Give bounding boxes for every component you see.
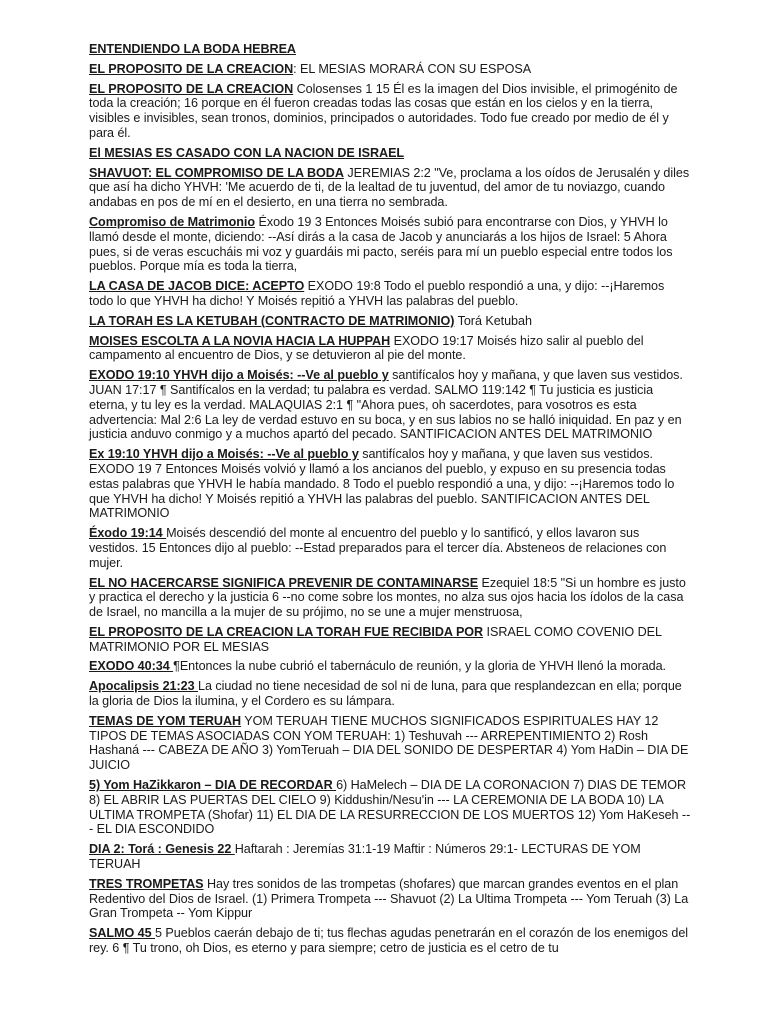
paragraph-heading: 5) Yom HaZikkaron – DIA DE RECORDAR [89,778,337,793]
paragraph-text: 5 Pueblos caerán debajo de ti; tus flechas agudas penetrarán en el corazón de los enemigos del rey. 6 ¶ Tu trono, oh Dios, es eterno y para siempre; cetro de justicia es el cetro de tu [89,926,689,956]
paragraph [89,714,691,773]
paragraph-heading: SALMO 45 [89,926,156,941]
paragraph-heading: LA CASA DE JACOB DICE: ACEPTO [89,279,305,294]
paragraph-text: Torá Ketubah [454,313,532,328]
paragraph-heading: Apocalipsis 21:23 [89,679,198,694]
paragraph [89,215,691,274]
paragraph-text: Colosenses 1 15 Él es la imagen del Dios invisible, el primogénito de toda la creación; 16 porque en él fueron creadas todas las cosas que están en los cielos y en la tierra, visibles e invisibles, sean tronos, dominios, principados o autoridades. Todo fue creado por medio de él y para él. [89,81,678,140]
paragraph [89,778,691,837]
paragraph-heading: EL PROPOSITO DE LA CREACION LA TORAH FUE RECIBIDA POR [89,624,484,639]
paragraph-heading: EL NO HACERCARSE SIGNIFICA PREVENIR DE CONTAMINARSE [89,575,479,590]
paragraph-text: Haftarah : Jeremías 31:1-19 Maftir : Números 29:1- LECTURAS DE YOM TERUAH [89,842,641,872]
paragraph-text: Hay tres sonidos de las trompetas (shofares) que marcan grandes eventos en el plan Redentivo del Dios de Israel. (1) Primera Trompeta --- Shavuot (2) La Ultima Trompeta --- Yom Teruah (3) La Gran Trompeta -- Yom Kippur [89,876,689,921]
paragraph-heading: EXODO 40:34 [89,659,174,674]
paragraph [89,334,691,364]
paragraph-text: Éxodo 19 3 Entonces Moisés subió para encontrarse con Dios, y YHVH lo llamó desde el monte, diciendo: --Así dirás a la casa de Jacob y anunciarás a los hijos de Israel: 5 Ahora pues, si de veras escucháis mi voz y guardáis mi pacto, seréis para mí un pueblo especial entre todos los pueblos. Porque mía es toda la tierra, [89,214,673,274]
paragraph-heading: DIA 2: Torá : Genesis 22 [89,842,235,857]
paragraph [89,368,691,442]
paragraph-heading: TRES TROMPETAS [89,876,204,891]
paragraph-text: JEREMIAS 2:2 "Ve, proclama a los oídos de Jerusalén y diles que así ha dicho YHVH: 'Me acuerdo de ti, de la lealtad de tu juventud, del amor de tu noviazgo, cuando andabas en pos de mí en el desierto, en una tierra no sembrada. [89,165,690,210]
paragraph [89,576,691,620]
paragraph-text: EXODO 19:8 Todo el pueblo respondió a una, y dijo: --¡Haremos todo lo que YHVH ha dicho! Y Moisés repitió a YHVH las palabras del pueblo. [89,279,665,308]
paragraph [89,82,691,141]
paragraph-text: La ciudad no tiene necesidad de sol ni de luna, para que resplandezcan en ella; porque la gloria de Dios la ilumina, y el Cordero es su lámpara. [89,679,682,709]
paragraph-heading: EXODO 19:10 YHVH dijo a Moisés: --Ve al pueblo y [89,368,389,383]
paragraph [89,166,691,210]
paragraph-heading: MOISES ESCOLTA A LA NOVIA HACIA LA HUPPAH [89,333,391,348]
paragraph-text: Moisés descendió del monte al encuentro del pueblo y lo santificó, y ellos lavaron sus vestidos. 15 Entonces dijo al pueblo: --Estad preparados para el tercer día. Absteneos de relaciones con mujer. [89,526,667,570]
paragraph-text: EXODO 19:17 Moisés hizo salir al pueblo del campamento al encuentro de Dios, y se detuvieron al pie del monte. [89,333,644,363]
paragraph-text: 6) HaMelech – DIA DE LA CORONACION 7) DIAS DE TEMOR 8) EL ABRIR LAS PUERTAS DEL CIELO 9) Kiddushin/Nesu'in --- LA CEREMONIA DE LA BODA 10) LA ULTIMA TROMPETA (Shofar) 11) EL DIA DE LA RESURRECCION DE LOS MUERTOS 12) Yom HaKeseh --- EL DIA ESCONDIDO [89,778,691,837]
paragraph-heading: El MESIAS ES CASADO CON LA NACION DE ISRAEL [89,145,405,160]
paragraph-text: santifícalos hoy y mañana, y que laven sus vestidos. JUAN 17:17 ¶ Santifícalos en la verdad; tu palabra es verdad. SALMO 119:142 ¶ Tu justicia es justicia eterna, y tu ley es la verdad. MALAQUIAS 2:1 ¶ "Ahora pues, oh sacerdotes, para vosotros es esta advertencia: Mal 2:6 La ley de verdad estuvo en su boca, y en sus labios no se halló iniquidad. En paz y en justicia anduvo conmigo y a muchos apartó del pecado. SANTIFICACION ANTES DEL MATRIMONIO [89,368,683,442]
paragraph [89,659,691,674]
paragraph-text: YOM TERUAH TIENE MUCHOS SIGNIFICADOS ESPIRITUALES HAY 12 TIPOS DE TEMAS ASOCIADAS CON YOM TERUAH: 1) Teshuvah --- ARREPENTIMIENTO 2) Rosh Hashaná --- CABEZA DE AÑO 3) YomTeruah – DIA DEL SONIDO DE DESPERTAR 4) Yom HaDin – DIA DE JUICIO [89,713,689,773]
paragraph-heading: LA TORAH ES LA KETUBAH (CONTRACTO DE MATRIMONIO) [89,313,455,328]
paragraph-heading: Ex 19:10 YHVH dijo a Moisés: --Ve al pueblo y [89,447,359,462]
paragraph [89,279,691,309]
paragraph-text: Ezequiel 18:5 "Si un hombre es justo y practica el derecho y la justicia 6 --no come sobre los montes, no alza sus ojos hacia los ídolos de la casa de Israel, no mancilla a la mujer de su prójimo, no se une a mujer menstruosa, [89,575,686,620]
paragraph [89,877,691,921]
document-page [89,42,691,961]
paragraph [89,62,691,77]
paragraph [89,842,691,872]
paragraph-text: : EL MESIAS MORARÁ CON SU ESPOSA [293,61,532,76]
paragraph-text: ¶Entonces la nube cubrió el tabernáculo de reunión, y la gloria de YHVH llenó la morada. [173,659,667,674]
paragraph-list [89,62,691,956]
paragraph [89,679,691,709]
paragraph-text: ISRAEL COMO COVENIO DEL MATRIMONIO POR EL MESIAS [89,624,662,654]
paragraph [89,625,691,655]
paragraph-heading: Compromiso de Matrimonio [89,214,256,229]
paragraph [89,926,691,956]
paragraph-heading: EL PROPOSITO DE LA CREACION [89,81,294,96]
paragraph-heading: TEMAS DE YOM TERUAH [89,713,242,728]
paragraph-text: santifícalos hoy y mañana, y que laven sus vestidos. EXODO 19 7 Entonces Moisés volvió y llamó a los ancianos del pueblo, y expuso en su presencia todas estas palabras que YHVH le había mandado. 8 Todo el pueblo respondió a una, y dijo: --¡Haremos todo lo que YHVH ha dicho! Y Moisés repitió a YHVH las palabras del pueblo. SANTIFICACION ANTES DEL MATRIMONIO [89,447,675,521]
paragraph-heading: SHAVUOT: EL COMPROMISO DE LA BODA [89,165,344,180]
document-title: ENTENDIENDO LA BODA HEBREA [89,42,296,56]
paragraph-heading: EL PROPOSITO DE LA CREACION [89,61,294,76]
paragraph [89,314,691,329]
paragraph [89,526,691,570]
paragraph [89,146,691,161]
paragraph [89,447,691,521]
paragraph-heading: Éxodo 19:14 [89,526,167,541]
